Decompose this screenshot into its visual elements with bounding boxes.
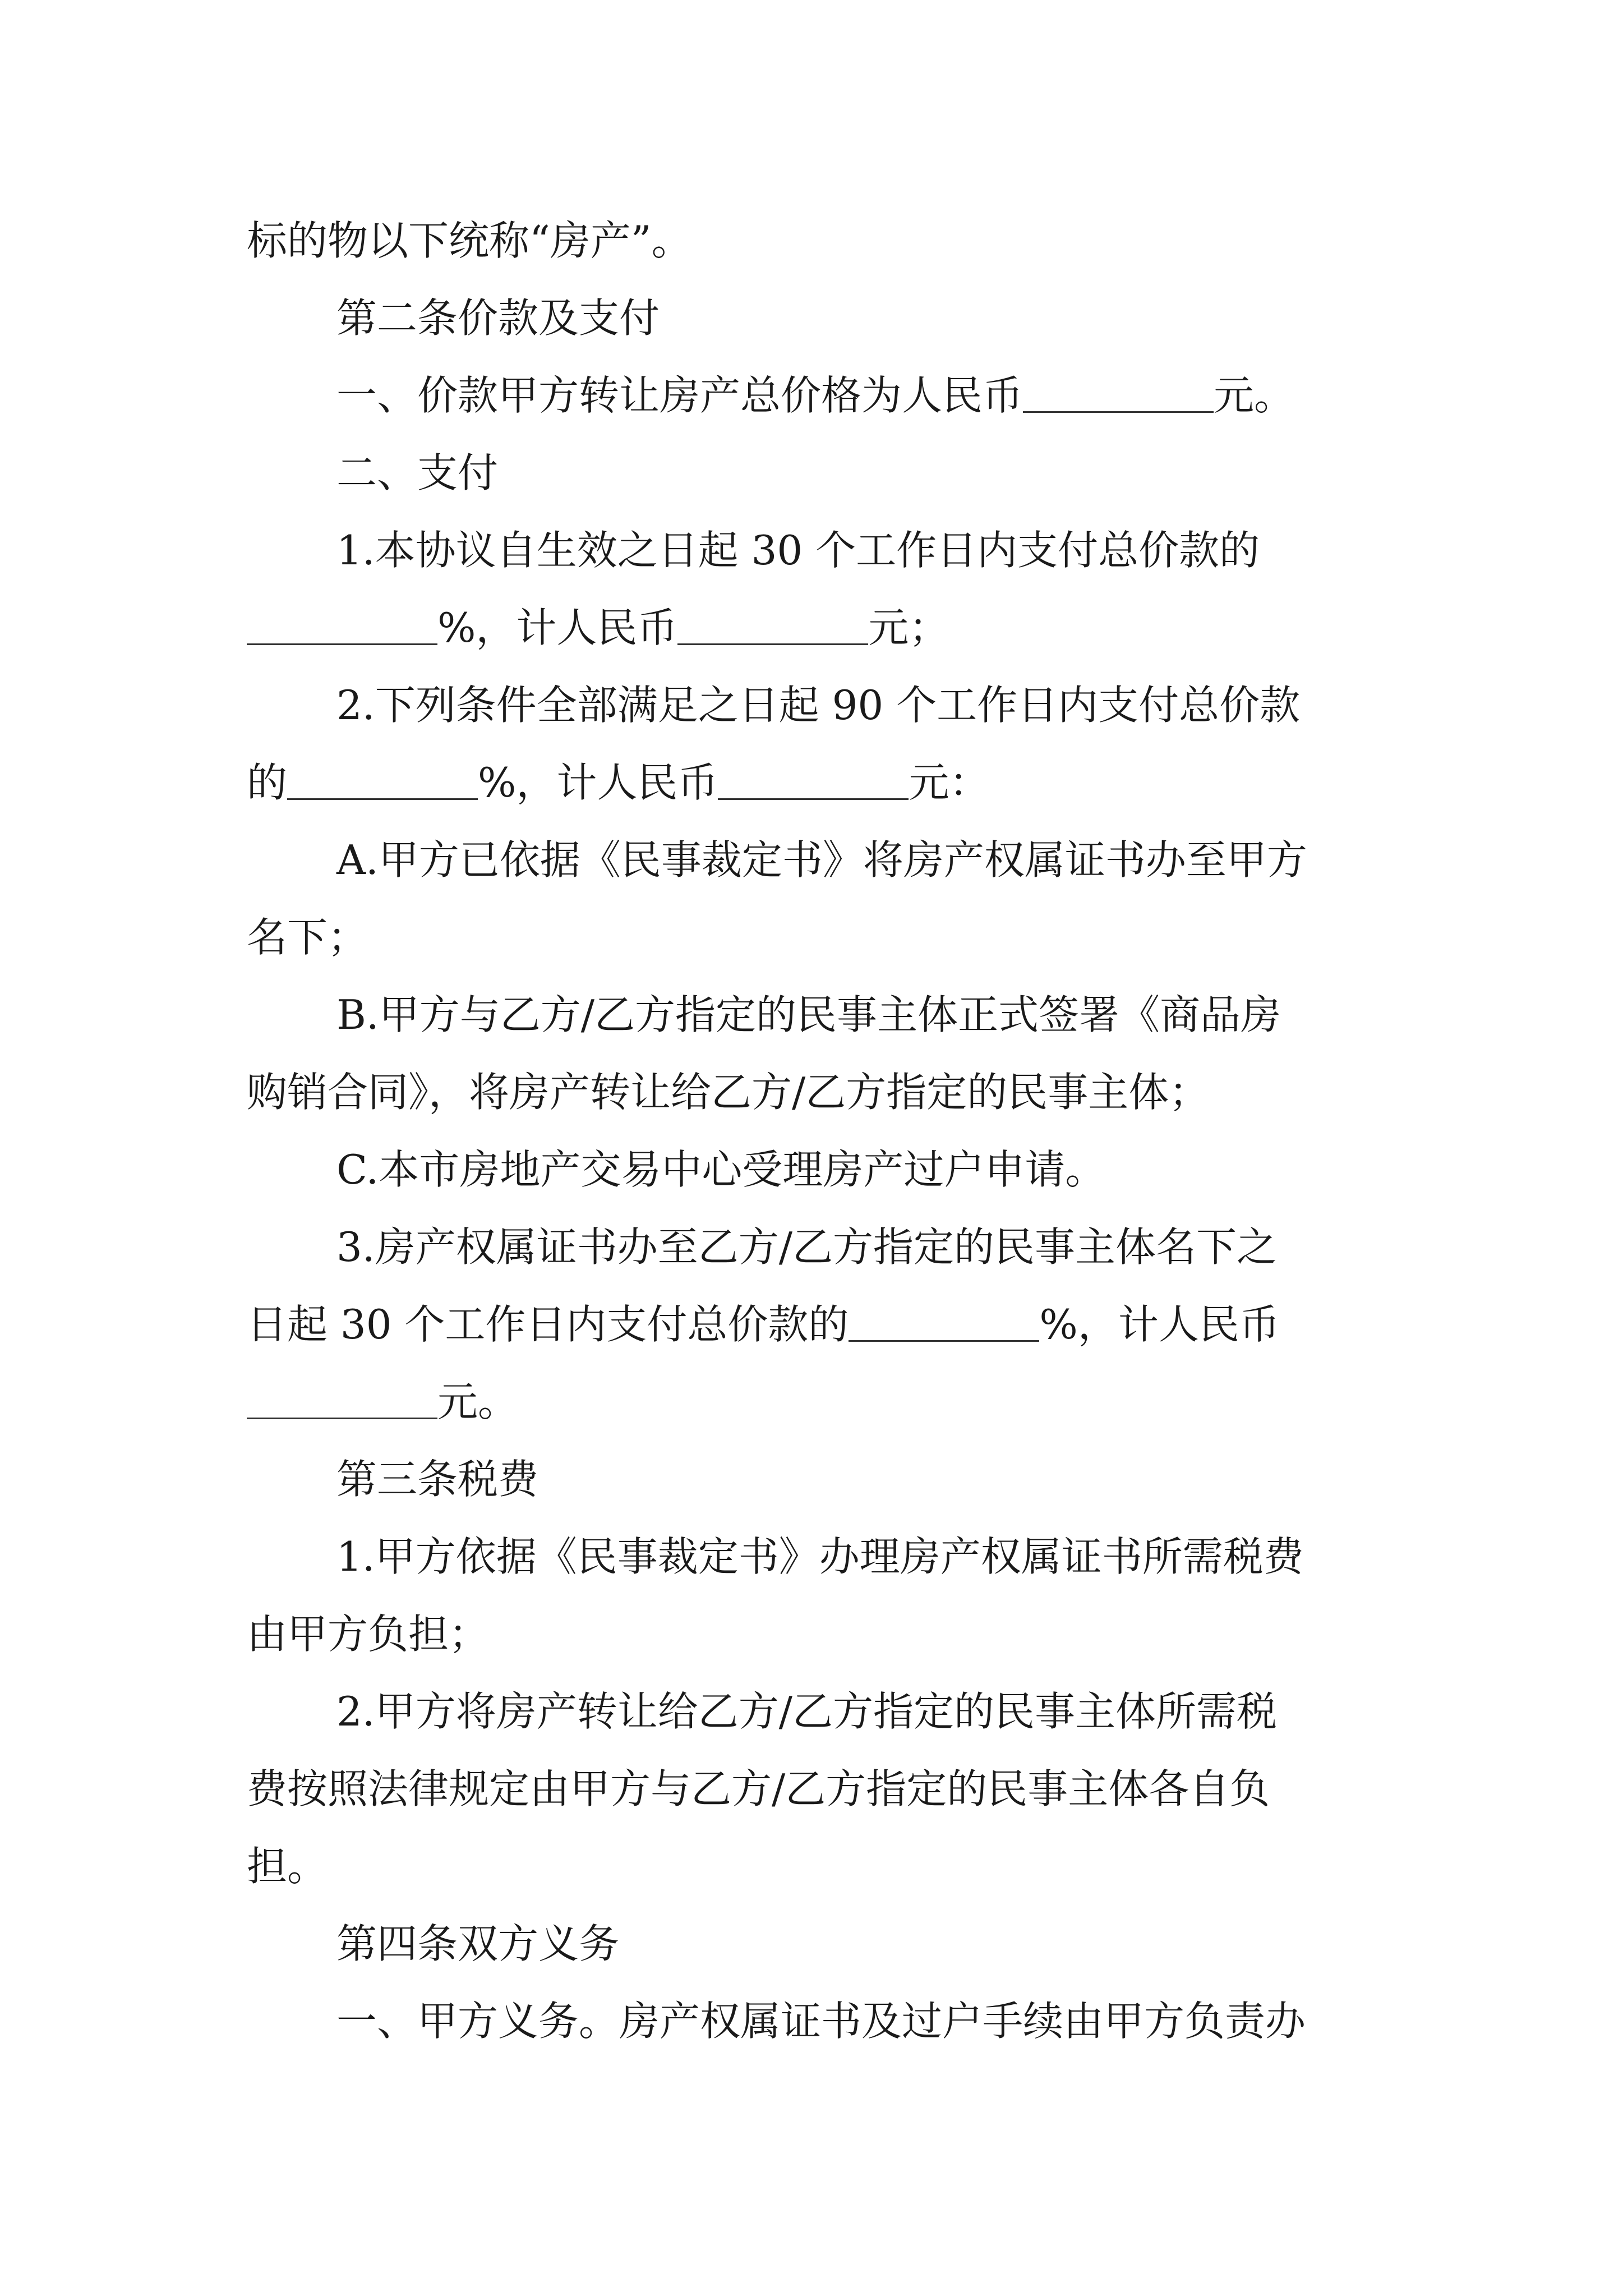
heading-text: 第三条税费 xyxy=(336,1456,539,1503)
paragraph-line xyxy=(247,1518,1380,1595)
line-text: 购销合同》，将房产转让给乙方/乙方指定的民事主体； xyxy=(247,1069,1210,1116)
fill-in-blank xyxy=(247,1378,437,1419)
line-text: B.甲方与乙方/乙方指定的民事主体正式签署《商品房 xyxy=(336,991,1281,1038)
section-heading xyxy=(247,279,1380,357)
line-text: 一、价款甲方转让房产总价格为人民币 xyxy=(336,372,1023,419)
paragraph-line xyxy=(247,744,1380,821)
fill-in-blank xyxy=(287,759,478,800)
line-text: 2.下列条件全部满足之日起 90 个工作日内支付总价款 xyxy=(336,682,1301,729)
line-text: A.甲方已依据《民事裁定书》将房产权属证书办至甲方 xyxy=(336,836,1307,884)
line-text: 一、甲方义务。房产权属证书及过户手续由甲方负责办 xyxy=(336,1998,1306,2045)
paragraph-line xyxy=(247,1208,1380,1286)
line-text: 3.房产权属证书办至乙方/乙方指定的民事主体名下之 xyxy=(336,1223,1277,1271)
line-text: %，计人民币 xyxy=(478,759,718,806)
paragraph-line xyxy=(247,1828,1380,1905)
line-text: 日起 30 个工作日内支付总价款的 xyxy=(247,1301,849,1348)
line-text: %，计人民币 xyxy=(1039,1301,1280,1348)
paragraph-line xyxy=(247,976,1380,1053)
line-text: 元。 xyxy=(437,1378,519,1425)
paragraph-line xyxy=(247,1286,1380,1363)
paragraph-line xyxy=(247,512,1380,589)
section-heading xyxy=(247,1905,1380,1982)
line-text: 1.本协议自生效之日起 30 个工作日内支付总价款的 xyxy=(336,527,1260,574)
paragraph-line xyxy=(247,1131,1380,1208)
line-text: 元。 xyxy=(1214,372,1295,419)
line-text: 担。 xyxy=(247,1843,328,1890)
line-text: C.本市房地产交易中心受理房产过户申请。 xyxy=(336,1146,1106,1193)
fill-in-blank xyxy=(677,604,868,645)
heading-text: 第四条双方义务 xyxy=(336,1920,620,1967)
paragraph-line xyxy=(247,1673,1380,1750)
line-text: 2.甲方将房产转让给乙方/乙方指定的民事主体所需税 xyxy=(336,1688,1277,1735)
fill-in-blank xyxy=(1023,372,1214,413)
line-text: 由甲方负担； xyxy=(247,1611,490,1658)
section-heading xyxy=(247,1441,1380,1518)
line-text: 元； xyxy=(868,604,949,651)
line-text: %，计人民币 xyxy=(437,604,678,651)
line-text: 名下； xyxy=(247,914,368,961)
paragraph-line xyxy=(247,666,1380,744)
line-text: 费按照法律规定由甲方与乙方/乙方指定的民事主体各自负 xyxy=(247,1765,1270,1812)
line-text: 标的物以下统称“房产”。 xyxy=(247,217,692,264)
paragraph-line xyxy=(247,1053,1380,1131)
line-text: 1.甲方依据《民事裁定书》办理房产权属证书所需税费 xyxy=(336,1533,1304,1580)
line-text: 元： xyxy=(909,759,990,806)
fill-in-blank xyxy=(849,1301,1039,1342)
paragraph-line xyxy=(247,1363,1380,1441)
fill-in-blank xyxy=(247,604,437,645)
paragraph-line xyxy=(247,1750,1380,1828)
fill-in-blank xyxy=(718,759,909,800)
line-text: 二、支付 xyxy=(336,449,499,496)
line-text: 的 xyxy=(247,759,288,806)
paragraph-line xyxy=(247,589,1380,666)
paragraph-line xyxy=(247,357,1380,434)
paragraph-line xyxy=(247,434,1380,512)
heading-text: 第二条价款及支付 xyxy=(336,295,660,342)
paragraph-line xyxy=(247,202,1380,279)
paragraph-line xyxy=(247,821,1380,899)
paragraph-line xyxy=(247,899,1380,976)
paragraph-line xyxy=(247,1595,1380,1673)
paragraph-line xyxy=(247,1982,1380,2060)
document-body xyxy=(247,202,1380,2060)
